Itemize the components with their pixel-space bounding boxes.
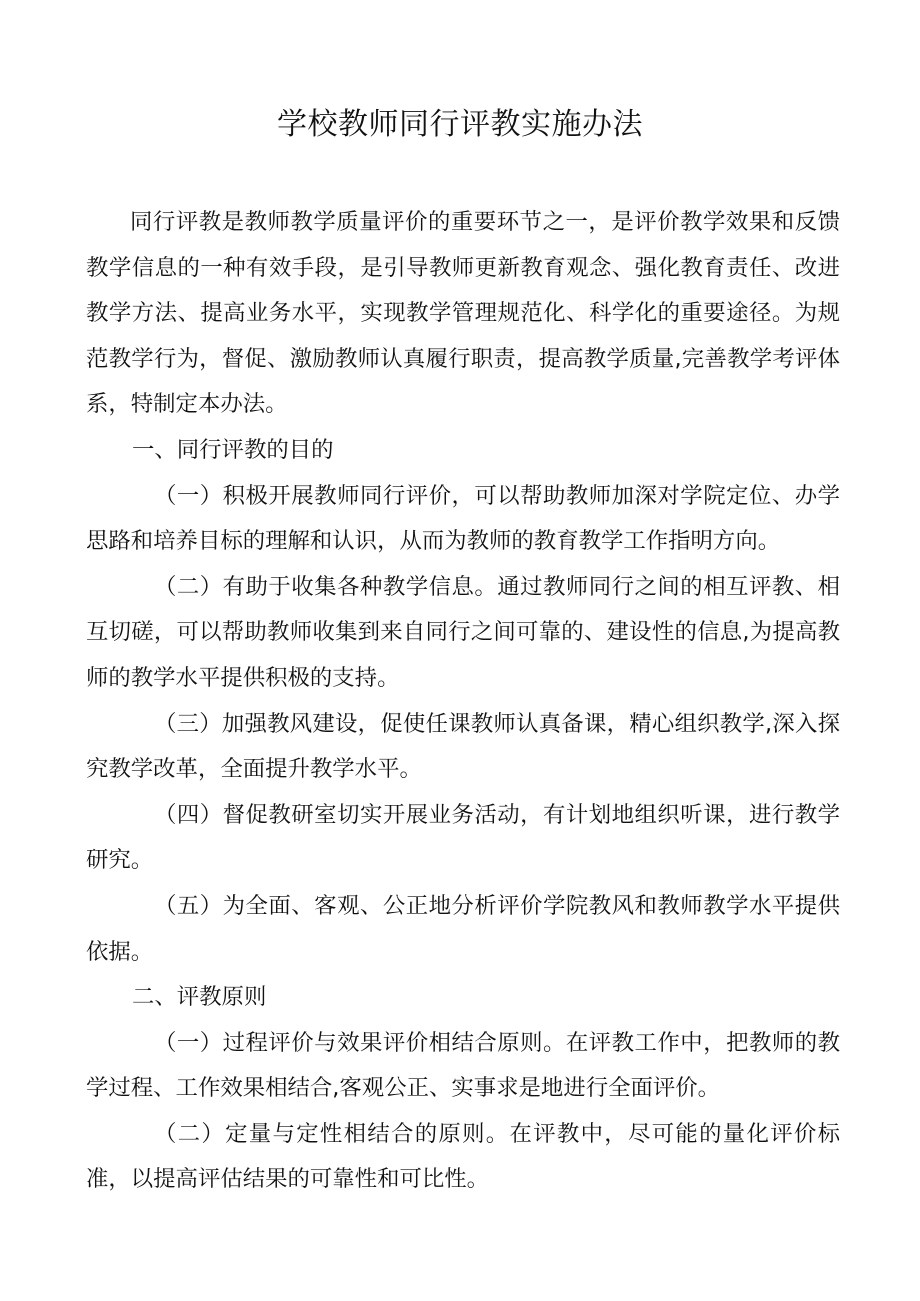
principle-item-2: （二）定量与定性相结合的原则。在评教中，尽可能的量化评价标准，以提高评估结果的可靠性和可比性。 xyxy=(86,1120,840,1193)
intro-paragraph: 同行评教是教师教学质量评价的重要环节之一，是评价教学效果和反馈教学信息的一种有效手段，是引导教师更新教育观念、强化教育责任、改进教学方法、提高业务水平，实现教学管理规范化、科学化的重要途径。为规范教学行为，督促、激励教师认真履行职责，提高教学质量,完善教学考评体系，特制定本办法。 xyxy=(86,209,840,418)
purpose-item-2: （二）有助于收集各种教学信息。通过教师同行之间的相互评教、相互切磋，可以帮助教师收集到来自同行之间可靠的、建设性的信息,为提高教师的教学水平提供积极的支持。 xyxy=(86,573,840,691)
purpose-item-1: （一）积极开展教师同行评价，可以帮助教师加深对学院定位、办学思路和培养目标的理解和认识，从而为教师的教育教学工作指明方向。 xyxy=(86,482,840,555)
document-title: 学校教师同行评教实施办法 xyxy=(277,107,643,142)
section-heading-principles: 二、评教原则 xyxy=(132,984,267,1011)
purpose-item-3: （三）加强教风建设，促使任课教师认真备课，精心组织教学,深入探究教学改革，全面提升教学水平。 xyxy=(86,710,840,783)
purpose-item-4: （四）督促教研室切实开展业务活动，有计划地组织听课，进行教学研究。 xyxy=(86,801,840,874)
principle-item-1: （一）过程评价与效果评价相结合原则。在评教工作中，把教师的教学过程、工作效果相结合,客观公正、实事求是地进行全面评价。 xyxy=(86,1029,840,1102)
purpose-item-5: （五）为全面、客观、公正地分析评价学院教风和教师教学水平提供依据。 xyxy=(86,892,840,965)
document-body xyxy=(86,200,840,1203)
section-heading-purpose: 一、同行评教的目的 xyxy=(132,436,334,463)
